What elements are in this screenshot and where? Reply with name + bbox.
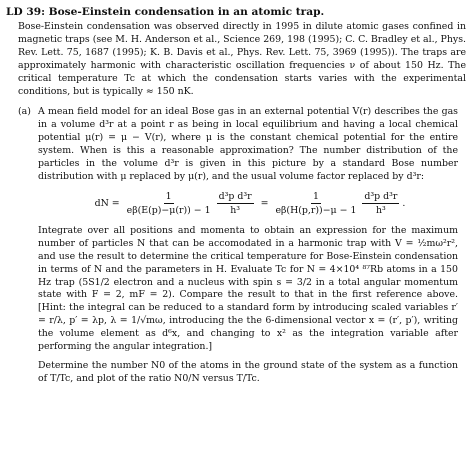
fraction-3-numerator: 1 [312,191,319,203]
part-a [6,106,466,385]
part-a-label: (a) [18,106,31,118]
part-a-paragraph-2: Integrate over all positions and momenta to obtain an expression for the maximum number of particles N that can be accomodated in a harmonic trap with V = ½mω²r², and use the result to determine the critical temperature for Bose-Einstein condensation in terms of N and the parameters in H. Evaluate Tc for N = 4×10⁴ ⁸⁷Rb atoms in a 150 Hz trap (5S1/2 electron and a nucleus with spin s = 3/2 in a total angular momentum state with F = 2, mF = 2). Compare the result to that in the first reference above. [Hint: the integral can be reduced to a standard form by introducing scaled variables r′ = r/λ, p′ = λp, λ = 1/√mω, introducing the the 6-dimensional vector x = (r′, p′), writing the volume element as d⁶x, and changing to x² as the integration variable after performing the angular integration.] [38,224,458,353]
equation-fraction-1 [127,191,211,216]
problem-title: LD 39: Bose-Einstein condensation in an atomic trap. [6,6,325,18]
fraction-1-denominator: eβ(E(p)−μ(r)) − 1 [126,205,211,217]
fraction-4-denominator: h³ [376,205,386,217]
equation-fraction-3 [275,191,356,216]
number-distribution-equation [38,190,458,218]
part-a-paragraph-3: Determine the number N0 of the atoms in the ground state of the system as a function of T/Tc, and plot of the ratio N0/N versus T/Tc. [38,359,458,384]
fraction-2-numerator: d³p d³r [218,191,252,203]
equation-equals: = [260,198,269,210]
equation-lhs: dN = [94,198,120,210]
fraction-1-numerator: 1 [165,191,172,203]
intro-paragraph: Bose-Einstein condensation was observed directly in 1995 in dilute atomic gases confined in magnetic traps (see M. H. Anderson et al., Science 269, 198 (1995); C. C. Bradley et al., Phys. Rev. Lett. 75, 1687 (1995); K. B. Davis et al., Phys. Rev. Lett. 75, 3969 (1995)). The traps are approximately harmonic with characteristic oscillation frequencies ν of about 150 Hz. The critical temperature Tc at which the condensation starts varies with the experimental conditions, but is typically ≈ 150 nK. [18,21,466,97]
part-a-body [38,106,458,385]
equation-fraction-4 [362,191,399,216]
part-a-paragraph-1: A mean field model for an ideal Bose gas in an external potential V(r) describes the gas in a volume d³r at a point r as being in local equilibrium and having a local chemical potential μ(r) = μ − V(r), where μ is the constant chemical potential for the entire system. When is this a reasonable approximation? The number distribution of the particles in the volume d³r is given in this picture by a standard Bose number distribution with μ replaced by μ(r), and the usual volume factor replaced by d³r: [38,106,458,182]
fraction-3-denominator: eβ(H(p,r))−μ − 1 [275,205,357,217]
equation-fraction-2 [217,191,254,216]
fraction-4-numerator: d³p d³r [364,191,398,203]
fraction-2-denominator: h³ [230,205,240,217]
equation-end: . [402,198,406,210]
